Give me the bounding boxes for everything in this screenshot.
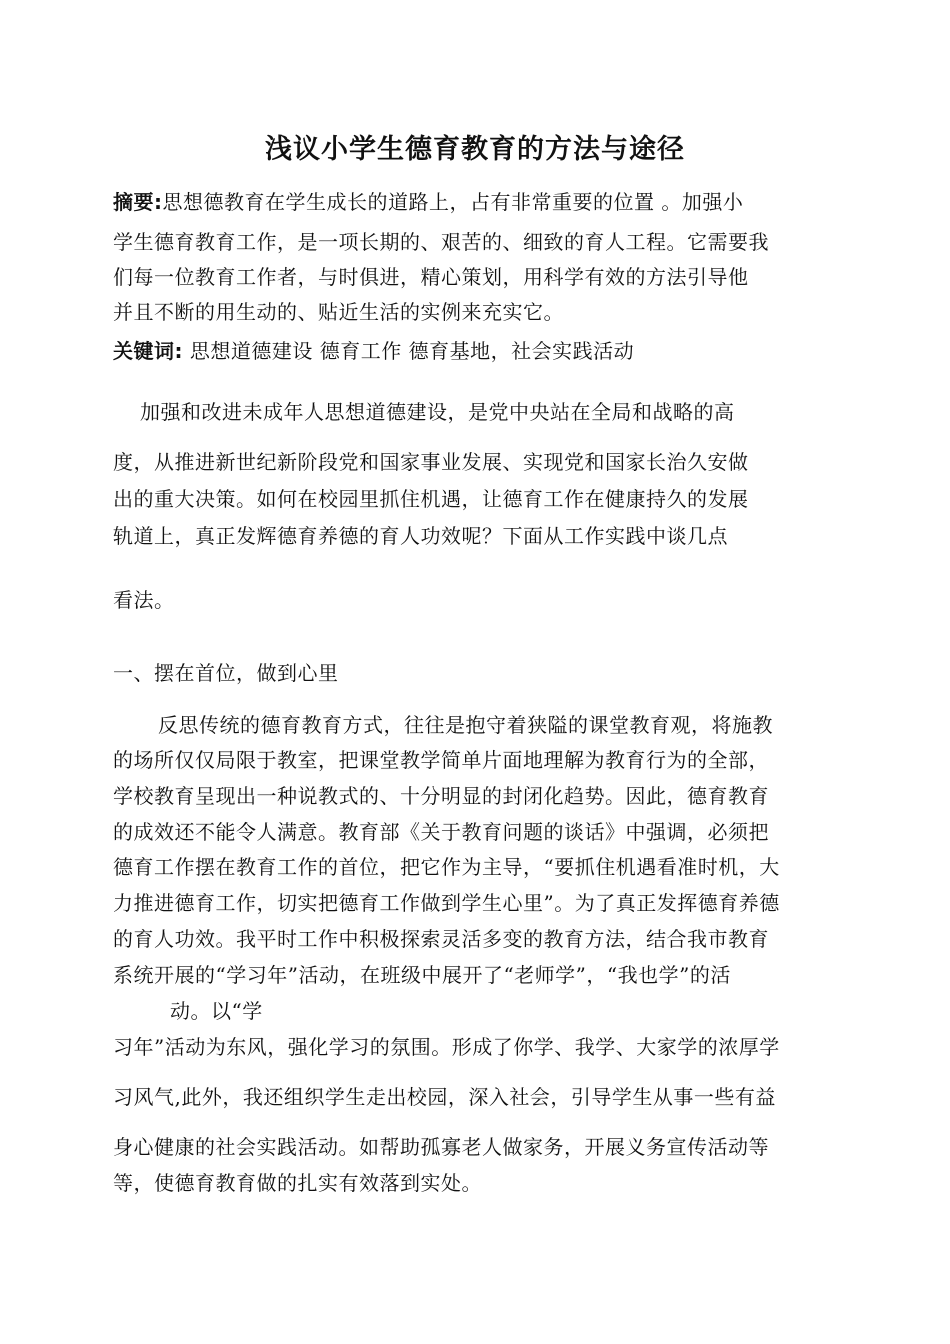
intro-line-5: 看法。 — [113, 588, 175, 612]
section-line-5: 德育工作摆在教育工作的首位，把它作为主导，“要抓住机遇看准时机，大 — [113, 855, 780, 879]
section-line-13: 等，使德育教育做的扎实有效落到实处。 — [113, 1171, 482, 1195]
intro-line-1: 加强和改进未成年人思想道德建设，是党中央站在全局和战略的高 — [140, 400, 735, 424]
section-line-11: 习风气,此外，我还组织学生走出校园，深入社会，引导学生从事一些有益 — [113, 1085, 776, 1109]
keywords-text: 思想道德建设 德育工作 德育基地，社会实践活动 — [183, 339, 635, 363]
section-line-10: 习年”活动为东风，强化学习的氛围。形成了你学、我学、大家学的浓厚学 — [113, 1035, 780, 1059]
abstract-text-2: 学生德育教育工作，是一项长期的、艰苦的、细致的育人工程。它需要我 — [113, 230, 769, 254]
section-line-3: 学校教育呈现出一种说教式的、十分明显的封闭化趋势。因此，德育教育 — [113, 784, 769, 808]
abstract-text-4: 并且不断的用生动的、贴近生活的实例来充实它。 — [113, 300, 564, 324]
section-line-6: 力推进德育工作，切实把德育工作做到学生心里”。为了真正发挥德育养德 — [113, 891, 780, 915]
section-line-4: 的成效还不能令人满意。教育部《关于教育问题的谈话》中强调，必须把 — [113, 820, 769, 844]
intro-line-3: 出的重大决策。如何在校园里抓住机遇，让德育工作在健康持久的发展 — [113, 487, 749, 511]
section-line-12: 身心健康的社会实践活动。如帮助孤寡老人做家务，开展义务宣传活动等 — [113, 1135, 769, 1159]
keywords-label: 关键词: — [113, 339, 183, 363]
section-line-9: 动。以“学 — [170, 999, 263, 1023]
intro-line-2: 度，从推进新世纪新阶段党和国家事业发展、实现党和国家长治久安做 — [113, 450, 749, 474]
abstract-line-1 — [113, 187, 743, 217]
section-line-2: 的场所仅仅局限于教室，把课堂教学简单片面地理解为教育行为的全部， — [113, 748, 769, 772]
abstract-text-3: 们每一位教育工作者，与时俱进，精心策划，用科学有效的方法引导他 — [113, 265, 749, 289]
intro-line-4: 轨道上，真正发辉德育养德的育人功效呢？下面从工作实践中谈几点 — [113, 524, 728, 548]
document-title: 浅议小学生德育教育的方法与途径 — [265, 134, 685, 165]
section-line-8: 系统开展的“学习年”活动，在班级中展开了“老师学”，“我也学”的活 — [113, 963, 731, 987]
section-line-1: 反思传统的德育教育方式，往往是抱守着狭隘的课堂教育观，将施教 — [158, 713, 773, 737]
section-heading: 一、摆在首位，做到心里 — [113, 661, 339, 685]
keywords-line — [113, 336, 634, 366]
section-line-7: 的育人功效。我平时工作中积极探索灵活多变的教育方法，结合我市教育 — [113, 927, 769, 951]
abstract-label: 摘要: — [113, 190, 163, 214]
abstract-text-1: 思想德教育在学生成长的道路上，占有非常重要的位置 。加强小 — [162, 190, 744, 214]
